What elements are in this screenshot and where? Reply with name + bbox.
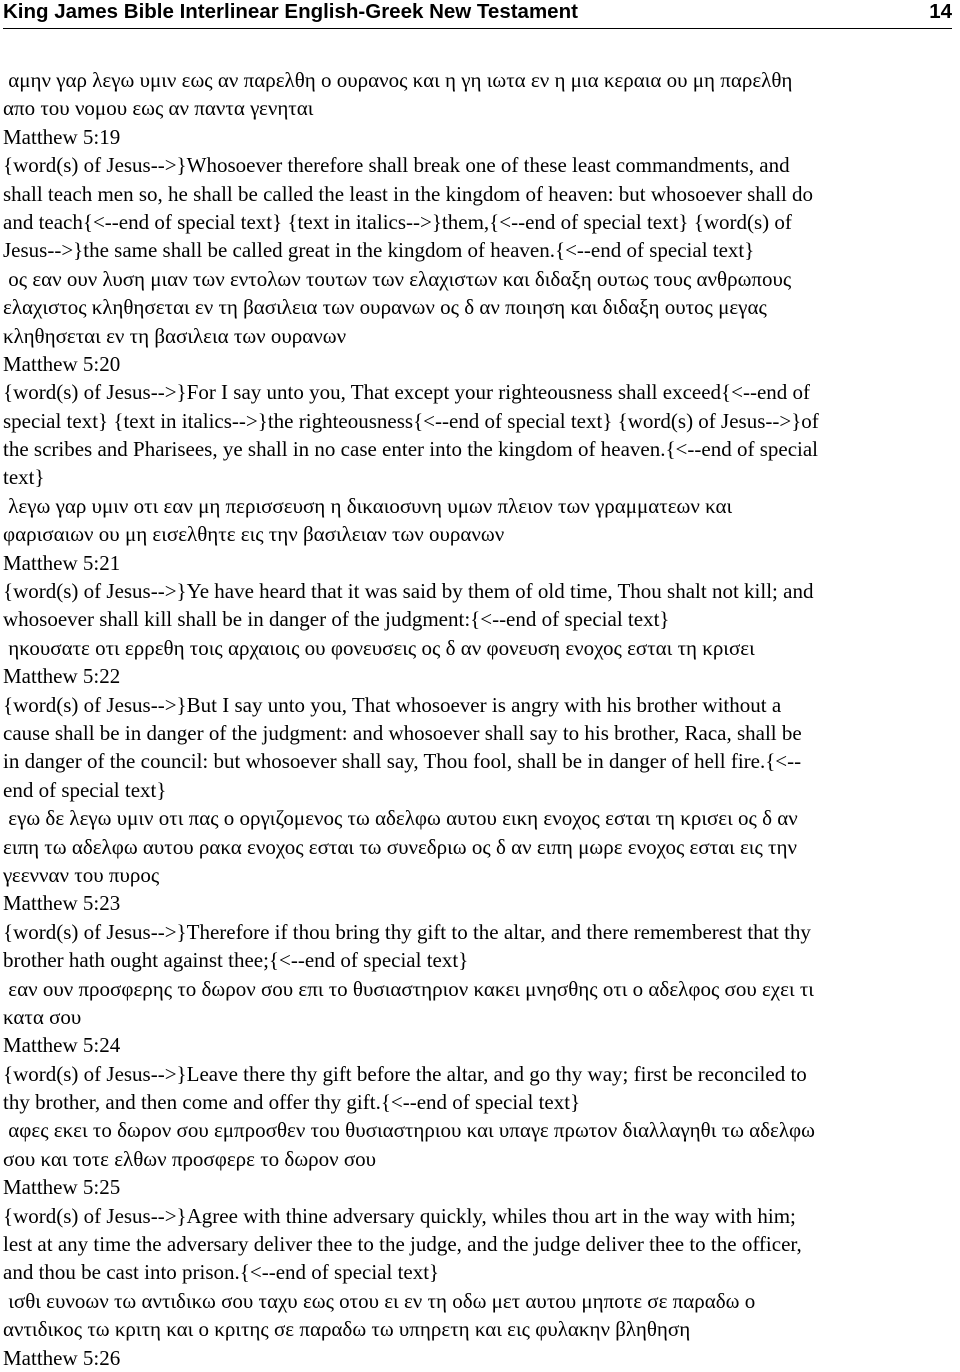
text-line: Matthew 5:21 [3,550,121,575]
page-number: 14 [929,0,952,23]
text-line: Jesus-->}the same shall be called great in the kingdom of heaven.{<--end of special text} [3,238,755,263]
text-line: {word(s) of Jesus-->}Whosoever therefore shall break one of these least commandments, and [3,153,790,178]
text-line: Matthew 5:20 [3,351,121,376]
page-header [3,0,952,29]
text-line: Matthew 5:26 [3,1345,121,1370]
text-line: and thou be cast into prison.{<--end of special text} [3,1260,440,1285]
document-title: King James Bible Interlinear English-Greek New Testament [3,0,578,23]
text-line: κατα σου [3,1004,82,1029]
text-line: brother hath ought against thee;{<--end of special text} [3,948,469,973]
text-line: {word(s) of Jesus-->}Ye have heard that it was said by them of old time, Thou shalt not kill; and [3,579,814,604]
text-line: special text} {text in italics-->}the righteousness{<--end of special text} {word(s) of Jesus-->}of [3,408,819,433]
text-line: thy brother, and then come and offer thy gift.{<--end of special text} [3,1090,581,1115]
text-line: in danger of the council: but whosoever shall say, Thou fool, shall be in danger of hell fire.{<-- [3,749,802,774]
text-line: κληθησεται εν τη βασιλεια των ουρανων [3,323,347,348]
text-line: σου και τοτε ελθων προσφερε το δωρον σου [3,1146,377,1171]
text-line: {word(s) of Jesus-->}Therefore if thou bring thy gift to the altar, and there rememberest that thy [3,919,811,944]
text-line: end of special text} [3,777,167,802]
text-line: and teach{<--end of special text} {text in italics-->}them,{<--end of special text} {word(s) of [3,209,792,234]
text-line: Matthew 5:22 [3,664,121,689]
text-line: ειπη τω αδελφω αυτου ρακα ενοχος εσται τω συνεδριω ος δ αν ειπη μωρε ενοχος εσται εις την [3,834,797,859]
text-line: αφες εκει το δωρον σου εμπροσθεν του θυσιαστηριου και υπαγε πρωτον διαλλαγηθι τω αδελφω [3,1118,815,1143]
text-line: αντιδικος τω κριτη και ο κριτης σε παραδω τω υπηρετη και εις φυλακην βληθηση [3,1317,691,1342]
text-line: text} [3,465,45,490]
text-line: {word(s) of Jesus-->}For I say unto you, That except your righteousness shall exceed{<--end of [3,380,811,405]
text-line: the scribes and Pharisees, ye shall in no case enter into the kingdom of heaven.{<--end of special [3,437,819,462]
text-line: ηκουσατε οτι ερρεθη τοις αρχαιοις ου φονευσεις ος δ αν φονευση ενοχος εσται τη κρισει [3,635,755,660]
text-line: φαρισαιων ου μη εισελθητε εις την βασιλειαν των ουρανων [3,522,505,547]
text-line: αμην γαρ λεγω υμιν εως αν παρελθη ο ουρανος και η γη ιωτα εν η μια κεραια ου μη παρελθη [3,68,793,92]
text-line: Matthew 5:19 [3,124,121,149]
text-line: Matthew 5:24 [3,1033,121,1058]
text-line: λεγω γαρ υμιν οτι εαν μη περισσευση η δικαιοσυνη υμων πλειον των γραμματεων και [3,493,733,518]
text-line: εαν ουν προσφερης το δωρον σου επι το θυσιαστηριον κακει μνησθης οτι ο αδελφος σου εχει τι [3,976,814,1001]
text-line: {word(s) of Jesus-->}But I say unto you, That whosoever is angry with his brother without a [3,692,782,717]
text-line: ος εαν ουν λυση μιαν των εντολων τουτων των ελαχιστων και διδαξη ουτως τους ανθρωπους [3,266,792,291]
text-line: ελαχιστος κληθησεται εν τη βασιλεια των ουρανων ος δ αν ποιηση και διδαξη ουτος μεγας [3,295,767,320]
text-line: whosoever shall kill shall be in danger of the judgment:{<--end of special text} [3,607,670,632]
text-line: {word(s) of Jesus-->}Agree with thine adversary quickly, whiles thou art in the way with him; [3,1203,796,1228]
text-line: ισθι ευνοων τω αντιδικω σου ταχυ εως οτου ει εν τη οδω μετ αυτου μηποτε σε παραδω ο [3,1288,756,1313]
text-line: Matthew 5:23 [3,891,121,916]
text-line: lest at any time the adversary deliver thee to the judge, and the judge deliver thee to the officer, [3,1232,802,1257]
text-line: {word(s) of Jesus-->}Leave there thy gift before the altar, and go thy way; first be reconciled to [3,1061,807,1086]
text-line: γεενναν του πυρος [3,862,160,887]
page-body [3,66,954,1372]
text-line: απο του νομου εως αν παντα γενηται [3,96,314,121]
text-line: cause shall be in danger of the judgment: and whosoever shall say to his brother, Raca, shall be [3,720,802,745]
text-line: shall teach men so, he shall be called the least in the kingdom of heaven: but whosoever shall do [3,181,814,206]
text-line: Matthew 5:25 [3,1175,121,1200]
text-line: εγω δε λεγω υμιν οτι πας ο οργιζομενος τω αδελφω αυτου εικη ενοχος εσται τη κρισει ος δ αν [3,806,798,831]
